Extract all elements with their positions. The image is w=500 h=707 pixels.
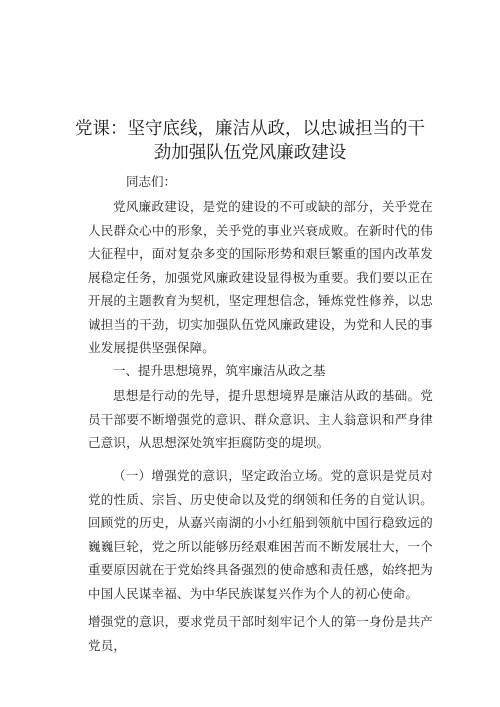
greeting: 同志们： (126, 174, 177, 189)
title-line-2: 劲加强队伍党风廉政建设 (153, 143, 347, 163)
title-line-1: 党课：坚守底线，廉洁从政，以忠诚担当的干 (75, 119, 425, 139)
paragraph-section-1: 思想是行动的先导，提升思想境界是廉洁从政的基础。党员干部要不断增强党的意识、群众意识、主人翁意识和严身律己意识，从思想深处筑牢拒腐防变的堤坝。 (88, 388, 433, 450)
section-heading-1: 一、提升思想境界，筑牢廉洁从政之基 (113, 363, 326, 378)
paragraph-subsection-1: （一）增强党的意识，坚定政治立场。党的意识是党员对党的性质、宗旨、历史使命以及党的纲领和任务的自觉认识。回顾党的历史，从嘉兴南湖的小小红船到领航中国行稳致远的巍巍巨轮，党之所以能够历经艰难困苦而不断发展壮大，一个重要原因就在于党始终具备强烈的使命感和责任感，始终把为中国人民谋幸福、为中华民族谋复兴作为个人的初心使命。 (88, 468, 433, 601)
paragraph-intro: 党风廉政建设，是党的建设的不可或缺的部分，关乎党在人民群众心中的形象，关乎党的事业兴衰成败。在新时代的伟大征程中，面对复杂多变的国际形势和艰巨繁重的国内改革发展稳定任务，加强党风廉政建设显得极为重要。我们要以正在开展的主题教育为契机，坚定理想信念，锤炼党性修养，以忠诚担当的干劲，切实加强队伍党风廉政建设，为党和人民的事业发展提供坚强保障。 (88, 199, 433, 355)
document-title (60, 117, 440, 165)
paragraph-continuation: 增强党的意识，要求党员干部时刻牢记个人的第一身份是共产党员， (88, 614, 433, 653)
